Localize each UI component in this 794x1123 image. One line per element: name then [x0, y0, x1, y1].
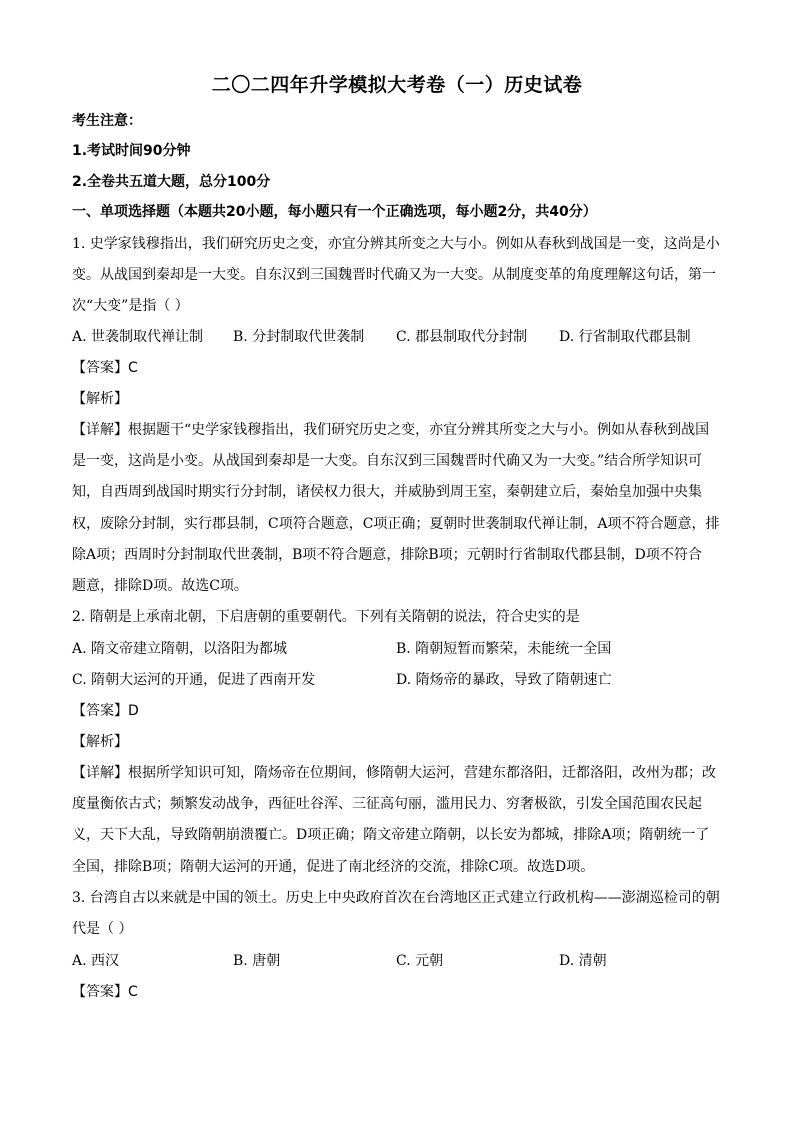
page-title: 二〇二四年升学模拟大考卷（一）历史试卷: [211, 74, 583, 96]
q3-stem-line-2: 代是（ ）: [72, 921, 133, 937]
q1-option-b: B. 分封制取代世袭制: [233, 329, 365, 345]
q1-option-a: A. 世袭制取代禅让制: [72, 329, 204, 345]
section-heading: 一、单项选择题（本题共20小题，每小题只有一个正确选项，每小题2分，共40分）: [72, 204, 597, 220]
q1-stem-line-3: 次“大变”是指（ ）: [72, 298, 189, 314]
q2-analysis-label: 【解析】: [72, 734, 128, 750]
q2-option-a: A. 隋文帝建立隋朝，以洛阳为都城: [72, 641, 288, 657]
q1-stem-line-2: 变。从战国到秦却是一大变。自东汉到三国魏晋时代确又为一大变。从制度变革的角度理解这句话，第一: [72, 267, 716, 283]
q2-detail-line-3: 义，天下大乱，导致隋朝崩溃覆亡。D项正确；隋文帝建立隋朝，以长安为都城，排除A项；隋朝统一了: [72, 827, 710, 843]
q2-option-d: D. 隋炀帝的暴政，导致了隋朝速亡: [396, 672, 612, 688]
q3-stem-line-1: 3. 台湾自古以来就是中国的领土。历史上中央政府首次在台湾地区正式建立行政机构——澎湖巡检司的朝: [72, 890, 720, 906]
q3-answer: 【答案】C: [72, 984, 138, 1000]
q1-detail-line-6: 题意，排除D项。故选C项。: [72, 578, 248, 594]
q2-stem-line-1: 2. 隋朝是上承南北朝，下启唐朝的重要朝代。下列有关隋朝的说法，符合史实的是: [72, 609, 580, 625]
q1-option-d: D. 行省制取代郡县制: [559, 329, 691, 345]
q1-answer: 【答案】C: [72, 360, 138, 376]
q1-detail-line-3: 知，自西周到战国时期实行分封制，诸侯权力很大，并威胁到周王室，秦朝建立后，秦始皇加强中央集: [72, 484, 702, 500]
notice-heading: 考生注意：: [72, 113, 142, 129]
q3-option-a: A. 西汉: [72, 953, 120, 969]
q3-option-d: D. 清朝: [559, 953, 607, 969]
q2-option-b: B. 隋朝短暂而繁荣，未能统一全国: [396, 641, 612, 657]
q2-detail-line-4: 全国，排除B项；隋朝大运河的开通，促进了南北经济的交流，排除C项。故选D项。: [72, 859, 595, 875]
notice-item-2: 2.全卷共五道大题，总分100分: [72, 174, 271, 190]
notice-item-1: 1.考试时间90分钟: [72, 143, 191, 159]
q3-option-b: B. 唐朝: [233, 953, 281, 969]
q1-detail-line-5: 除A项；西周时分封制取代世袭制，B项不符合题意，排除B项；元朝时行省制取代郡县制，D项不符合: [72, 547, 702, 563]
q2-detail-line-2: 度量衡依古式；频繁发动战争，西征吐谷浑、三征高句丽，滥用民力、穷奢极欲，引发全国范围农民起: [72, 796, 702, 812]
q2-answer: 【答案】D: [72, 703, 139, 719]
q2-option-c: C. 隋朝大运河的开通，促进了西南开发: [72, 672, 316, 688]
q1-detail-line-4: 权，废除分封制，实行郡县制，C项符合题意，C项正确；夏朝时世袭制取代禅让制，A项不符合题意，排: [72, 516, 720, 532]
q1-analysis-label: 【解析】: [72, 391, 128, 407]
q3-option-c: C. 元朝: [396, 953, 444, 969]
q1-option-c: C. 郡县制取代分封制: [396, 329, 528, 345]
q1-stem-line-1: 1. 史学家钱穆指出，我们研究历史之变，亦宜分辨其所变之大与小。例如从春秋到战国是一变，这尚是小: [72, 236, 720, 252]
q1-detail-line-1: 【详解】根据题干“史学家钱穆指出，我们研究历史之变，亦宜分辨其所变之大与小。例如从春秋到战国: [72, 422, 710, 438]
q2-detail-line-1: 【详解】根据所学知识可知，隋炀帝在位期间，修隋朝大运河，营建东都洛阳，迁都洛阳，改州为郡；改: [72, 765, 716, 781]
q1-detail-line-2: 是一变，这尚是小变。从战国到秦却是一大变。自东汉到三国魏晋时代确又为一大变。”结合所学知识可: [72, 453, 703, 469]
